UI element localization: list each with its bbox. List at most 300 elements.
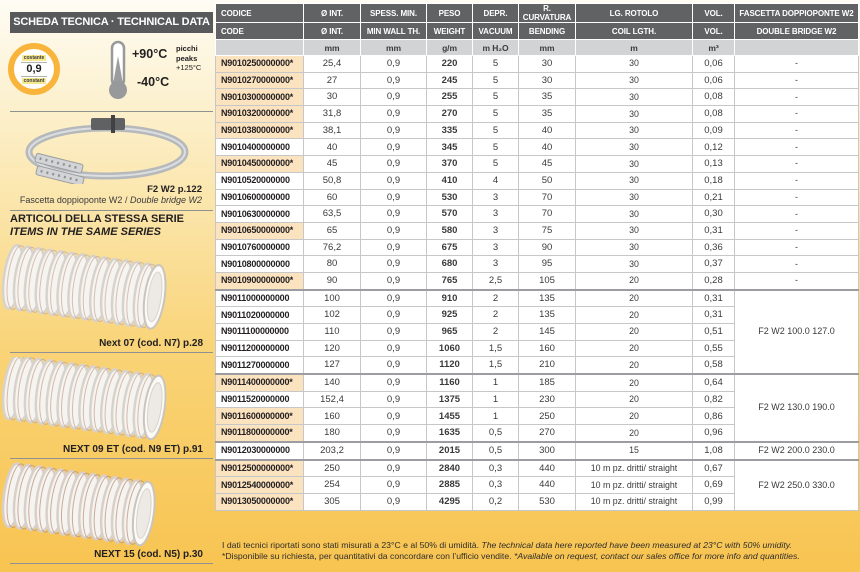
coil-cell: 20 xyxy=(576,290,693,307)
vol-cell: 0,69 xyxy=(693,477,735,494)
weight-cell: 2885 xyxy=(427,477,473,494)
code-cell: N9013050000000* xyxy=(216,493,304,510)
column-header: g/m xyxy=(427,40,473,56)
code-cell: N9012500000000* xyxy=(216,460,304,477)
weight-cell: 270 xyxy=(427,106,473,123)
column-header: mm xyxy=(361,40,427,56)
divider xyxy=(10,458,213,459)
temperature-peaks xyxy=(176,44,201,73)
int-cell: 305 xyxy=(304,493,361,510)
clamp-name-it: Fascetta doppioponte W2 xyxy=(19,195,123,205)
hose-image-next15 xyxy=(0,462,180,554)
bending-cell: 90 xyxy=(519,239,576,256)
bending-cell: 50 xyxy=(519,172,576,189)
code-cell: N9010270000000* xyxy=(216,72,304,89)
weight-cell: 680 xyxy=(427,256,473,273)
wall-cell: 0,9 xyxy=(361,156,427,173)
weight-cell: 675 xyxy=(427,239,473,256)
divider xyxy=(10,210,213,211)
table-row xyxy=(216,460,859,477)
column-header: PESO xyxy=(427,4,473,23)
vol-cell: 0,09 xyxy=(693,122,735,139)
code-cell: N9011020000000 xyxy=(216,307,304,324)
wall-cell: 0,9 xyxy=(361,239,427,256)
vacuum-cell: 5 xyxy=(473,122,519,139)
vol-cell: 0,31 xyxy=(693,307,735,324)
weight-cell: 335 xyxy=(427,122,473,139)
wall-cell: 0,9 xyxy=(361,89,427,106)
vol-cell: 0,37 xyxy=(693,256,735,273)
int-cell: 100 xyxy=(304,290,361,307)
vol-cell: 0,55 xyxy=(693,340,735,357)
weight-cell: 245 xyxy=(427,72,473,89)
weight-cell: 4295 xyxy=(427,493,473,510)
wall-cell: 0,9 xyxy=(361,307,427,324)
coil-cell: 20 xyxy=(576,340,693,357)
int-cell: 60 xyxy=(304,189,361,206)
bridge-cell: - xyxy=(735,156,859,173)
code-cell: N9010900000000* xyxy=(216,272,304,289)
code-cell: N9011600000000* xyxy=(216,408,304,425)
column-header: Ø INT. xyxy=(304,4,361,23)
bending-cell: 530 xyxy=(519,493,576,510)
clamp-name-en: Double bridge W2 xyxy=(129,195,202,205)
series-item-caption: NEXT 15 (cod. N5) p.30 xyxy=(94,549,203,560)
badge-label-it: costante xyxy=(23,54,45,61)
vacuum-cell: 3 xyxy=(473,256,519,273)
table-row xyxy=(216,442,859,460)
vacuum-cell: 2 xyxy=(473,324,519,341)
int-cell: 65 xyxy=(304,222,361,239)
code-cell: N9010600000000 xyxy=(216,189,304,206)
bending-cell: 105 xyxy=(519,272,576,289)
vacuum-cell: 1 xyxy=(473,408,519,425)
code-cell: N9011400000000* xyxy=(216,374,304,391)
bending-cell: 135 xyxy=(519,307,576,324)
coil-cell: 30 xyxy=(576,172,693,189)
column-header: DOUBLE BRIDGE W2 xyxy=(735,23,859,40)
bending-cell: 35 xyxy=(519,106,576,123)
int-cell: 180 xyxy=(304,425,361,442)
column-header: VOL. xyxy=(693,23,735,40)
table-row xyxy=(216,272,859,289)
code-cell: N9010380000000* xyxy=(216,122,304,139)
int-cell: 50,8 xyxy=(304,172,361,189)
vacuum-cell: 0,5 xyxy=(473,442,519,460)
table-row xyxy=(216,89,859,106)
bridge-cell: - xyxy=(735,106,859,123)
bending-cell: 300 xyxy=(519,442,576,460)
bridge-cell: F2 W2 250.0 330.0 xyxy=(735,460,859,511)
column-header: COIL LGTH. xyxy=(576,23,693,40)
coil-cell: 30 xyxy=(576,189,693,206)
wall-cell: 0,9 xyxy=(361,222,427,239)
vol-cell: 0,06 xyxy=(693,72,735,89)
wall-cell: 0,9 xyxy=(361,408,427,425)
coil-cell: 20 xyxy=(576,408,693,425)
hose-image-next07 xyxy=(0,243,190,338)
code-cell: N9011100000000 xyxy=(216,324,304,341)
vacuum-cell: 3 xyxy=(473,222,519,239)
coil-cell: 30 xyxy=(576,72,693,89)
column-header: SPESS. MIN. xyxy=(361,4,427,23)
weight-cell: 255 xyxy=(427,89,473,106)
coil-cell: 30 xyxy=(576,206,693,223)
weight-cell: 220 xyxy=(427,56,473,73)
bridge-cell: F2 W2 130.0 190.0 xyxy=(735,374,859,442)
code-cell: N9011270000000 xyxy=(216,357,304,374)
bending-cell: 70 xyxy=(519,189,576,206)
column-header xyxy=(735,40,859,56)
int-cell: 110 xyxy=(304,324,361,341)
vacuum-cell: 1 xyxy=(473,391,519,408)
vol-cell: 0,31 xyxy=(693,290,735,307)
int-cell: 31,8 xyxy=(304,106,361,123)
int-cell: 45 xyxy=(304,156,361,173)
bending-cell: 95 xyxy=(519,256,576,273)
table-row xyxy=(216,206,859,223)
wall-cell: 0,9 xyxy=(361,256,427,273)
vol-cell: 0,06 xyxy=(693,56,735,73)
bending-cell: 160 xyxy=(519,340,576,357)
table-body xyxy=(216,56,859,511)
table-row xyxy=(216,374,859,391)
header-row-en xyxy=(216,23,859,40)
bending-cell: 185 xyxy=(519,374,576,391)
code-cell: N9012540000000* xyxy=(216,477,304,494)
wall-cell: 0,9 xyxy=(361,357,427,374)
peaks-label-it: picchi xyxy=(176,44,198,53)
technical-data-table-wrap xyxy=(215,3,858,511)
coil-cell: 30 xyxy=(576,239,693,256)
table-row xyxy=(216,156,859,173)
vacuum-cell: 1,5 xyxy=(473,340,519,357)
series-title xyxy=(10,213,184,238)
bending-cell: 30 xyxy=(519,56,576,73)
coil-cell: 30 xyxy=(576,256,693,273)
vacuum-cell: 2,5 xyxy=(473,272,519,289)
wall-cell: 0,9 xyxy=(361,374,427,391)
weight-cell: 965 xyxy=(427,324,473,341)
clamp-name-sep: / xyxy=(122,195,130,205)
weight-cell: 765 xyxy=(427,272,473,289)
vacuum-cell: 3 xyxy=(473,239,519,256)
coil-cell: 30 xyxy=(576,122,693,139)
coil-cell: 20 xyxy=(576,324,693,341)
bridge-cell: - xyxy=(735,239,859,256)
bending-cell: 230 xyxy=(519,391,576,408)
table-row xyxy=(216,122,859,139)
footnote2-it: *Disponibile su richiesta, per quantitativi da concordare con l’ufficio vendite. xyxy=(222,551,514,561)
code-cell: N9010320000000* xyxy=(216,106,304,123)
column-header: FASCETTA DOPPIOPONTE W2 xyxy=(735,4,859,23)
int-cell: 254 xyxy=(304,477,361,494)
table-row xyxy=(216,239,859,256)
coil-cell: 30 xyxy=(576,89,693,106)
wall-cell: 0,9 xyxy=(361,206,427,223)
badge-label-en: constant xyxy=(23,77,45,84)
wall-cell: 0,9 xyxy=(361,460,427,477)
column-header: DEPR. xyxy=(473,4,519,23)
table-row xyxy=(216,139,859,156)
int-cell: 102 xyxy=(304,307,361,324)
column-header: Ø INT. xyxy=(304,23,361,40)
bending-cell: 440 xyxy=(519,477,576,494)
int-cell: 27 xyxy=(304,72,361,89)
footnote1-en: The technical data here reported have been measured at 23°C with 50% umidity. xyxy=(481,540,792,550)
clamp-reference: F2 W2 p.122 xyxy=(147,184,202,195)
bridge-cell: - xyxy=(735,172,859,189)
column-header: VACUUM xyxy=(473,23,519,40)
weight-cell: 2840 xyxy=(427,460,473,477)
weight-cell: 1375 xyxy=(427,391,473,408)
bridge-cell: - xyxy=(735,206,859,223)
int-cell: 127 xyxy=(304,357,361,374)
vol-cell: 0,67 xyxy=(693,460,735,477)
vacuum-cell: 5 xyxy=(473,139,519,156)
bending-cell: 70 xyxy=(519,206,576,223)
column-header: m xyxy=(576,40,693,56)
vacuum-cell: 0,2 xyxy=(473,493,519,510)
table-row xyxy=(216,72,859,89)
wall-cell: 0,9 xyxy=(361,477,427,494)
vol-cell: 0,51 xyxy=(693,324,735,341)
int-cell: 76,2 xyxy=(304,239,361,256)
bridge-cell: - xyxy=(735,89,859,106)
int-cell: 90 xyxy=(304,272,361,289)
code-cell: N9010250000000* xyxy=(216,56,304,73)
wall-cell: 0,9 xyxy=(361,442,427,460)
thermometer-icon xyxy=(104,40,132,100)
bending-cell: 40 xyxy=(519,139,576,156)
weight-cell: 1160 xyxy=(427,374,473,391)
column-header: BENDING xyxy=(519,23,576,40)
wall-cell: 0,9 xyxy=(361,189,427,206)
vol-cell: 0,13 xyxy=(693,156,735,173)
footnote-line2 xyxy=(222,551,854,562)
bridge-cell: - xyxy=(735,56,859,73)
vol-cell: 0,08 xyxy=(693,106,735,123)
bending-cell: 250 xyxy=(519,408,576,425)
weight-cell: 345 xyxy=(427,139,473,156)
column-header: m³ xyxy=(693,40,735,56)
int-cell: 140 xyxy=(304,374,361,391)
vol-cell: 1,08 xyxy=(693,442,735,460)
wall-cell: 0,9 xyxy=(361,56,427,73)
weight-cell: 910 xyxy=(427,290,473,307)
table-row xyxy=(216,56,859,73)
wall-cell: 0,9 xyxy=(361,272,427,289)
table-row xyxy=(216,222,859,239)
column-header: R. CURVATURA xyxy=(519,4,576,23)
header-row-units xyxy=(216,40,859,56)
coil-cell: 30 xyxy=(576,139,693,156)
coil-cell: 30 xyxy=(576,106,693,123)
column-header: mm xyxy=(519,40,576,56)
vacuum-cell: 1 xyxy=(473,374,519,391)
int-cell: 250 xyxy=(304,460,361,477)
bridge-cell: F2 W2 200.0 230.0 xyxy=(735,442,859,460)
code-cell: N9011200000000 xyxy=(216,340,304,357)
code-cell: N9010650000000* xyxy=(216,222,304,239)
clamp-caption xyxy=(0,195,202,205)
vacuum-cell: 3 xyxy=(473,189,519,206)
column-header: m H₂O xyxy=(473,40,519,56)
bending-cell: 135 xyxy=(519,290,576,307)
int-cell: 25,4 xyxy=(304,56,361,73)
bridge-cell: - xyxy=(735,189,859,206)
bending-cell: 45 xyxy=(519,156,576,173)
column-header xyxy=(216,40,304,56)
int-cell: 152,4 xyxy=(304,391,361,408)
weight-cell: 580 xyxy=(427,222,473,239)
page-title: SCHEDA TECNICA · TECHNICAL DATA xyxy=(10,12,213,33)
code-cell: N9010300000000* xyxy=(216,89,304,106)
bending-cell: 145 xyxy=(519,324,576,341)
bending-cell: 35 xyxy=(519,89,576,106)
coil-cell: 20 xyxy=(576,272,693,289)
vol-cell: 0,31 xyxy=(693,222,735,239)
footnote2-en: *Available on request, contact our sales office for more info and quantities. xyxy=(514,551,800,561)
divider xyxy=(10,111,213,112)
vol-cell: 0,28 xyxy=(693,272,735,289)
badge-value: 0,9 xyxy=(21,62,46,77)
table-row xyxy=(216,256,859,273)
coil-cell: 10 m pz. dritti/ straight xyxy=(576,477,693,494)
vacuum-cell: 0,3 xyxy=(473,460,519,477)
weight-cell: 570 xyxy=(427,206,473,223)
weight-cell: 1455 xyxy=(427,408,473,425)
vacuum-cell: 2 xyxy=(473,307,519,324)
series-title-en: ITEMS IN THE SAME SERIES xyxy=(10,225,161,238)
bending-cell: 210 xyxy=(519,357,576,374)
int-cell: 160 xyxy=(304,408,361,425)
wall-cell: 0,9 xyxy=(361,493,427,510)
coil-cell: 10 m pz. dritti/ straight xyxy=(576,493,693,510)
weight-cell: 1060 xyxy=(427,340,473,357)
peaks-value: +125°C xyxy=(176,63,202,72)
peaks-label-en: peaks xyxy=(176,53,198,63)
vol-cell: 0,21 xyxy=(693,189,735,206)
code-cell: N9011520000000 xyxy=(216,391,304,408)
column-header: CODE xyxy=(216,23,304,40)
vacuum-cell: 3 xyxy=(473,206,519,223)
temperature-min: -40°C xyxy=(137,75,170,89)
wall-cell: 0,9 xyxy=(361,324,427,341)
coil-cell: 20 xyxy=(576,391,693,408)
vacuum-cell: 5 xyxy=(473,156,519,173)
vacuum-cell: 5 xyxy=(473,89,519,106)
coil-cell: 30 xyxy=(576,156,693,173)
coil-cell: 20 xyxy=(576,425,693,442)
coil-cell: 30 xyxy=(576,56,693,73)
vacuum-cell: 5 xyxy=(473,56,519,73)
vacuum-cell: 2 xyxy=(473,290,519,307)
coil-cell: 30 xyxy=(576,222,693,239)
vol-cell: 0,96 xyxy=(693,425,735,442)
weight-cell: 370 xyxy=(427,156,473,173)
footnote-line1 xyxy=(222,540,854,551)
vol-cell: 0,58 xyxy=(693,357,735,374)
wall-cell: 0,9 xyxy=(361,172,427,189)
int-cell: 63,5 xyxy=(304,206,361,223)
wall-cell: 0,9 xyxy=(361,290,427,307)
code-cell: N9010520000000 xyxy=(216,172,304,189)
technical-data-table xyxy=(215,3,859,511)
code-cell: N9010630000000 xyxy=(216,206,304,223)
bending-cell: 75 xyxy=(519,222,576,239)
column-header: WEIGHT xyxy=(427,23,473,40)
int-cell: 120 xyxy=(304,340,361,357)
column-header: MIN WALL TH. xyxy=(361,23,427,40)
code-cell: N9012030000000 xyxy=(216,442,304,460)
vacuum-cell: 1,5 xyxy=(473,357,519,374)
int-cell: 38,1 xyxy=(304,122,361,139)
code-cell: N9011000000000 xyxy=(216,290,304,307)
int-cell: 40 xyxy=(304,139,361,156)
wall-cell: 0,9 xyxy=(361,122,427,139)
bridge-cell: F2 W2 100.0 127.0 xyxy=(735,290,859,374)
wall-cell: 0,9 xyxy=(361,106,427,123)
constant-factor-badge xyxy=(8,43,60,95)
bridge-cell: - xyxy=(735,256,859,273)
column-header: VOL. xyxy=(693,4,735,23)
table-header xyxy=(216,4,859,56)
vol-cell: 0,12 xyxy=(693,139,735,156)
footnotes xyxy=(222,540,854,562)
series-item-caption: Next 07 (cod. N7) p.28 xyxy=(99,338,203,349)
coil-cell: 20 xyxy=(576,307,693,324)
coil-cell: 10 m pz. dritti/ straight xyxy=(576,460,693,477)
code-cell: N9010400000000 xyxy=(216,139,304,156)
vacuum-cell: 0,5 xyxy=(473,425,519,442)
bending-cell: 270 xyxy=(519,425,576,442)
coil-cell: 20 xyxy=(576,357,693,374)
vol-cell: 0,64 xyxy=(693,374,735,391)
weight-cell: 1120 xyxy=(427,357,473,374)
vol-cell: 0,36 xyxy=(693,239,735,256)
vol-cell: 0,82 xyxy=(693,391,735,408)
coil-cell: 15 xyxy=(576,442,693,460)
weight-cell: 1635 xyxy=(427,425,473,442)
bridge-cell: - xyxy=(735,222,859,239)
int-cell: 203,2 xyxy=(304,442,361,460)
table-row xyxy=(216,290,859,307)
column-header: LG. ROTOLO xyxy=(576,4,693,23)
int-cell: 30 xyxy=(304,89,361,106)
column-header: CODICE xyxy=(216,4,304,23)
weight-cell: 530 xyxy=(427,189,473,206)
code-cell: N9010800000000 xyxy=(216,256,304,273)
temperature-max: +90°C xyxy=(132,47,168,61)
vol-cell: 0,86 xyxy=(693,408,735,425)
table-row xyxy=(216,106,859,123)
vol-cell: 0,18 xyxy=(693,172,735,189)
series-title-it: ARTICOLI DELLA STESSA SERIE xyxy=(10,213,184,225)
hose-image-next09et xyxy=(0,357,190,445)
weight-cell: 925 xyxy=(427,307,473,324)
table-row xyxy=(216,189,859,206)
code-cell: N9010760000000 xyxy=(216,239,304,256)
wall-cell: 0,9 xyxy=(361,425,427,442)
clamp-image xyxy=(15,114,197,184)
weight-cell: 2015 xyxy=(427,442,473,460)
code-cell: N9010450000000* xyxy=(216,156,304,173)
series-item-caption: NEXT 09 ET (cod. N9 ET) p.91 xyxy=(62,444,203,455)
wall-cell: 0,9 xyxy=(361,139,427,156)
weight-cell: 410 xyxy=(427,172,473,189)
vacuum-cell: 5 xyxy=(473,106,519,123)
